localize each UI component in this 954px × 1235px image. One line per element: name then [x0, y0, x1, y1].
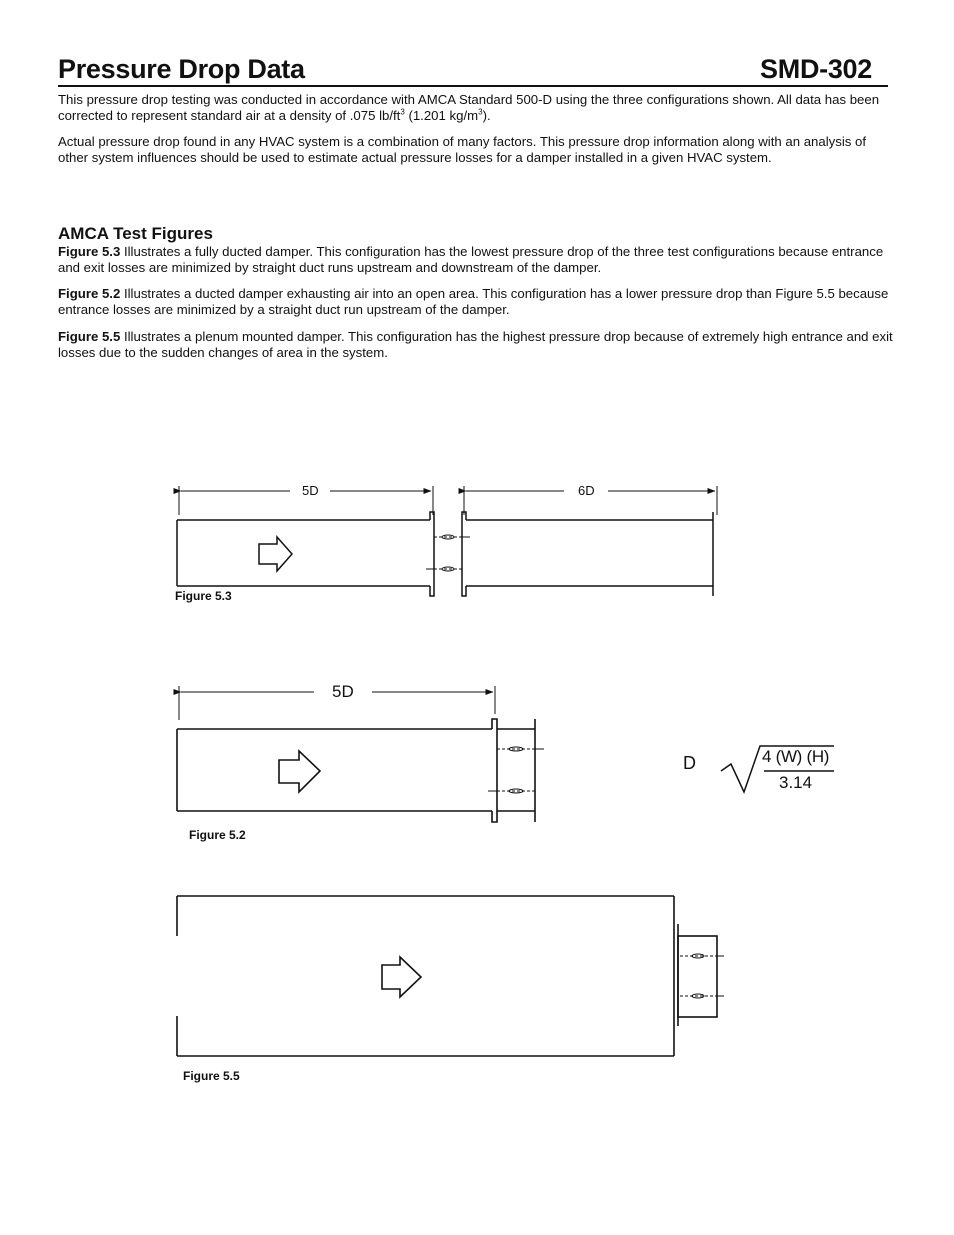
figure-5-2-caption: Figure 5.2: [189, 828, 246, 842]
figure-5-3-drawing: [177, 486, 717, 596]
page-title: Pressure Drop Data: [58, 54, 305, 84]
airflow-arrow: [279, 751, 320, 792]
formula-numerator: 4 (W) (H): [762, 747, 830, 766]
intro-paragraph-2: Actual pressure drop found in any HVAC system is a combination of many factors. This pressure drop information along with an analysis of other system influences should be used to estimate actual pressure losses for a damper installed in a given HVAC system.: [58, 134, 867, 165]
damper-sleeve: [678, 924, 717, 1026]
airflow-arrow: [382, 957, 421, 997]
figure-5-3-caption: Figure 5.3: [175, 589, 232, 603]
model-code: SMD-302: [760, 54, 872, 84]
damper-blades: [426, 535, 470, 571]
figure-5-5-description: Figure 5.5 Illustrates a plenum mounted damper. This configuration has the highest pressure drop because of extremely high entrance and exit losses due to the sudden changes of area in the system.: [58, 329, 893, 360]
downstream-duct: [466, 512, 713, 596]
upstream-duct: [177, 729, 492, 811]
dimension-label-5d-fig52: 5D: [328, 682, 358, 702]
figure-5-3-description: Figure 5.3 Illustrates a fully ducted damper. This configuration has the lowest pressure drop of the three test configurations because entrance and exit losses are minimized by straight duct runs upstream and downstream of the damper.: [58, 244, 884, 275]
plenum-box: [177, 896, 674, 1056]
formula-denominator: 3.14: [779, 773, 813, 792]
airflow-arrow: [259, 537, 292, 571]
upstream-duct: [177, 520, 430, 586]
section-heading: AMCA Test Figures: [58, 224, 213, 243]
figure-5-2-description: Figure 5.2 Illustrates a ducted damper exhausting air into an open area. This configuration has a lower pressure drop than Figure 5.5 because entrance losses are minimized by a straight duct run upstream of the damper.: [58, 286, 889, 317]
intro-paragraph-1: This pressure drop testing was conducted in accordance with AMCA Standard 500-D using the three configurations shown. All data has been corrected to represent standard air at a density of .075 $lb/ft^3$ (1.201 $kg/m^3$).: [58, 92, 880, 123]
formula-lhs: D: [683, 753, 696, 773]
figure-5-2-drawing: [177, 686, 544, 822]
dimension-label-6d: 6D: [574, 483, 599, 498]
damper-frame: [492, 719, 535, 822]
figure-5-5-caption: Figure 5.5: [183, 1069, 240, 1083]
dimension-label-5d: 5D: [298, 483, 323, 498]
damper-flanges: [430, 512, 466, 596]
figure-5-5-drawing: [177, 896, 724, 1056]
